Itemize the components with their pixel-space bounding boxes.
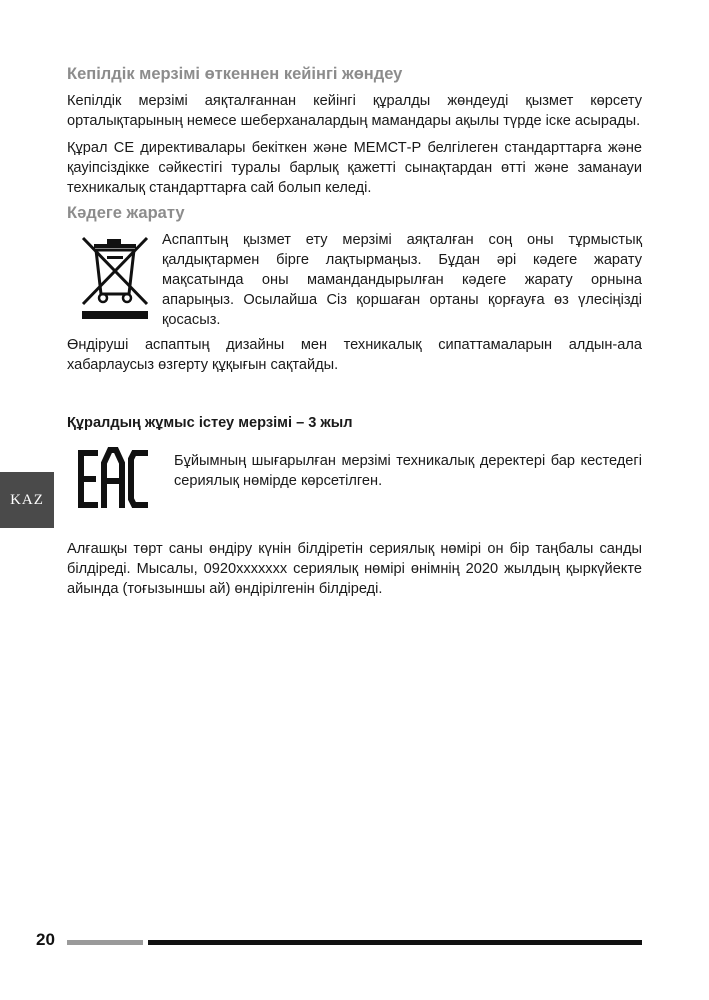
crossed-out-wheelie-bin-icon	[67, 232, 162, 327]
footer-rule-grey	[67, 940, 143, 945]
compliance-paragraph: Құрал CE директивалары бекіткен және МЕМСТ-Р белгілеген стандарттарға және қауіпсіздікке сәйкестігі туралы барлық қажетті сынақтардан өтті және заманауи техникалық стандарттарға сай болып келеді.	[67, 140, 642, 196]
manufacturer-note: Өндіруші аспаптың дизайны мен техникалық сипаттамаларын алдын-ала хабарлаусыз өзгерту құқығын сақтайды.	[67, 337, 642, 373]
disposal-text: Аспаптың қызмет ету мерзімі аяқталған соң оны тұрмыстық қалдықтармен бірге лақтырмаңыз. Бұдан әрі кәдеге жарату мақсатында оны мамандандырылған кәдеге жарату орнына апарыңыз. Осылайша Сіз қоршаған ортаны қорғауға өз үлесіңізді қосасыз.	[162, 232, 642, 328]
serial-number-text: Алғашқы төрт саны өндіру күнін білдіретін сериялық нөмірі он бір таңбалы санды білдіреді. Мысалы, 0920xxxxxxx сериялық нөмірі өнімнің 2020 жылдың қыркүйекте айында (тоғызыншы ай) өндірілгенін білдіреді.	[67, 541, 642, 597]
page-number: 20	[36, 930, 55, 949]
disposal-block	[67, 230, 642, 330]
eac-conformity-mark-icon	[74, 447, 174, 513]
service-life-title: Құралдың жұмыс істеу мерзімі – 3 жыл	[67, 415, 353, 431]
page-content	[67, 63, 642, 606]
eac-text: Бұйымның шығарылған мерзімі техникалық деректері бар кестедегі сериялық нөмірде көрсетілген.	[174, 453, 642, 489]
language-tab: KAZ	[0, 472, 54, 528]
disposal-heading: Кәдеге жарату	[67, 204, 185, 222]
repair-heading: Кепілдік мерзімі өткеннен кейінгі жөндеу	[67, 65, 403, 83]
footer-rule-black	[148, 940, 642, 945]
repair-paragraph: Кепілдік мерзімі аяқталғаннан кейінгі құралды жөндеуді қызмет көрсету орталықтарының немесе шеберханалардың мамандары ақылы түрде іске асырады.	[67, 93, 642, 129]
eac-block	[67, 447, 642, 513]
